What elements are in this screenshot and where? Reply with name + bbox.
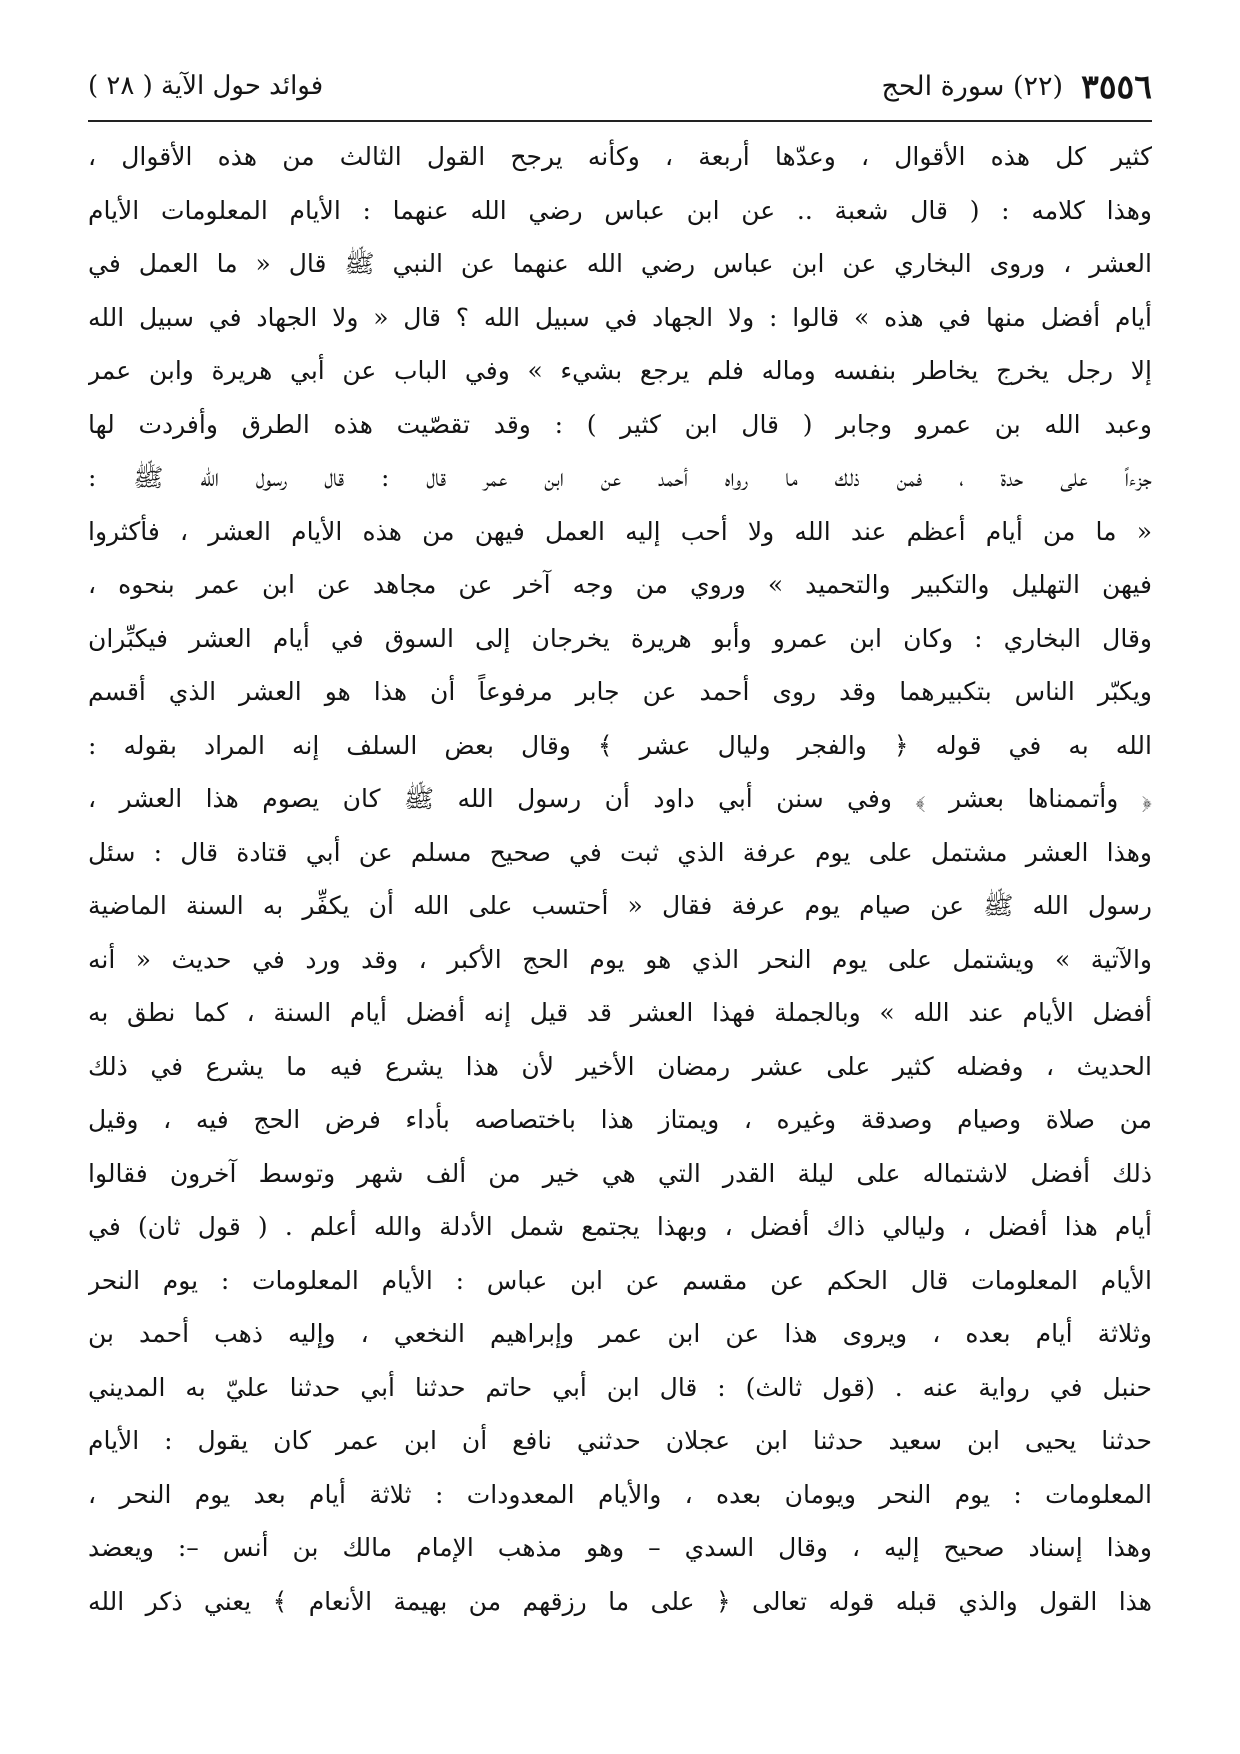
text-line: والآتية » ويشتمل على يوم النحر الذي هو يوم الحج الأكبر ، وقد ورد في حديث « أنه xyxy=(88,944,1152,974)
text-line: وهذا العشر مشتمل على يوم عرفة الذي ثبت في صحيح مسلم عن أبي قتادة قال : سئل xyxy=(88,837,1152,867)
text-line: كثير كل هذه الأقوال ، وعدّها أربعة ، وكأنه يرجح القول الثالث من هذه الأقوال ، xyxy=(88,142,1152,171)
text-line: وعبد الله بن عمرو وجابر ( قال ابن كثير ) : وقد تقصّيت هذه الطرق وأفردت لها xyxy=(88,409,1152,439)
text-line: الله به في قوله ﴿ والفجر وليال عشر ﴾ وقال بعض السلف إنه المراد بقوله : xyxy=(88,730,1152,760)
text-line: إلا رجل يخرج يخاطر بنفسه وماله فلم يرجع بشيء » وفي الباب عن أبي هريرة وابن عمر xyxy=(88,356,1152,385)
text-line: وقال البخاري : وكان ابن عمرو وأبو هريرة يخرجان إلى السوق في أيام العشر فيكبِّران xyxy=(88,623,1152,653)
text-line: حنبل في رواية عنه . (قول ثالث) : قال ابن أبي حاتم حدثنا أبي حدثنا عليّ به المديني xyxy=(88,1372,1152,1402)
text-line: ذلك أفضل لاشتماله على ليلة القدر التي هي خير من ألف شهر وتوسط آخرون فقالوا xyxy=(88,1158,1152,1188)
text-line: رسول الله ﷺ عن صيام يوم عرفة فقال « أحتسب على الله أن يكفِّر به السنة الماضية xyxy=(88,891,1152,920)
text-line: وهذا إسناد صحيح إليه ، وقال السدي – وهو مذهب الإمام مالك بن أنس –: ويعضد xyxy=(88,1533,1152,1562)
text-line: حدثنا يحيى ابن سعيد حدثنا ابن عجلان حدثني نافع أن ابن عمر كان يقول : الأيام xyxy=(88,1426,1152,1455)
text-line: ﴿ وأتممناها بعشر ﴾ وفي سنن أبي داود أن رسول الله ﷺ كان يصوم هذا العشر ، xyxy=(88,784,1152,813)
text-line: أيام أفضل منها في هذه » قالوا : ولا الجهاد في سبيل الله ؟ قال « ولا الجهاد في سبيل الله xyxy=(88,302,1152,332)
text-line: أفضل الأيام عند الله » وبالجملة فهذا العشر قد قيل إنه أفضل أيام السنة ، كما نطق به xyxy=(88,998,1152,1027)
text-line: من صلاة وصيام وصدقة وغيره ، ويمتاز هذا باختصاصه بأداء فرض الحج فيه ، وقيل xyxy=(88,1105,1152,1134)
text-line: المعلومات : يوم النحر ويومان بعده ، والأيام المعدودات : ثلاثة أيام بعد يوم النحر ، xyxy=(88,1479,1152,1509)
text-line: هذا القول والذي قبله قوله تعالى ﴿ على ما رزقهم من بهيمة الأنعام ﴾ يعني ذكر الله xyxy=(88,1586,1152,1616)
header-right xyxy=(881,67,1152,106)
running-header xyxy=(88,58,1152,114)
text-line: جزءاً على حدة ، فمن ذلك ما رواه أحمد عن ابن عمر قال : قال رسول الله ﷺ : xyxy=(88,463,1152,492)
header-rule xyxy=(88,120,1152,122)
surah-title: (٢٢) سورة الحج xyxy=(881,70,1064,102)
text-line: وهذا كلامه : ( قال شعبة .. عن ابن عباس رضي الله عنهما : الأيام المعلومات الأيام xyxy=(88,195,1152,225)
text-line: وثلاثة أيام بعده ، ويروى هذا عن ابن عمر وإبراهيم النخعي ، وإليه ذهب أحمد بن xyxy=(88,1319,1152,1348)
text-line: ويكبّر الناس بتكبيرهما وقد روى أحمد عن جابر مرفوعاً أن هذا هو العشر الذي أقسم xyxy=(88,677,1152,706)
body-text xyxy=(88,130,1152,1628)
text-line: العشر ، وروى البخاري عن ابن عباس رضي الله عنهما عن النبي ﷺ قال « ما العمل في xyxy=(88,249,1152,278)
text-line: « ما من أيام أعظم عند الله ولا أحب إليه العمل فيهن من هذه الأيام العشر ، فأكثروا xyxy=(88,516,1152,546)
text-line: الأيام المعلومات قال الحكم عن مقسم عن ابن عباس : الأيام المعلومات : يوم النحر xyxy=(88,1265,1152,1295)
text-line: الحديث ، وفضله كثير على عشر رمضان الأخير لأن هذا يشرع فيه ما يشرع في ذلك xyxy=(88,1051,1152,1081)
text-line: أيام هذا أفضل ، وليالي ذاك أفضل ، وبهذا يجتمع شمل الأدلة والله أعلم . ( قول ثان) في xyxy=(88,1212,1152,1241)
section-title: فوائد حول الآية ( ٢٨ ) xyxy=(88,71,324,101)
text-line: فيهن التهليل والتكبير والتحميد » وروي من وجه آخر عن مجاهد عن ابن عمر بنحوه ، xyxy=(88,570,1152,599)
page-number: ٣٥٥٦ xyxy=(1081,66,1152,106)
